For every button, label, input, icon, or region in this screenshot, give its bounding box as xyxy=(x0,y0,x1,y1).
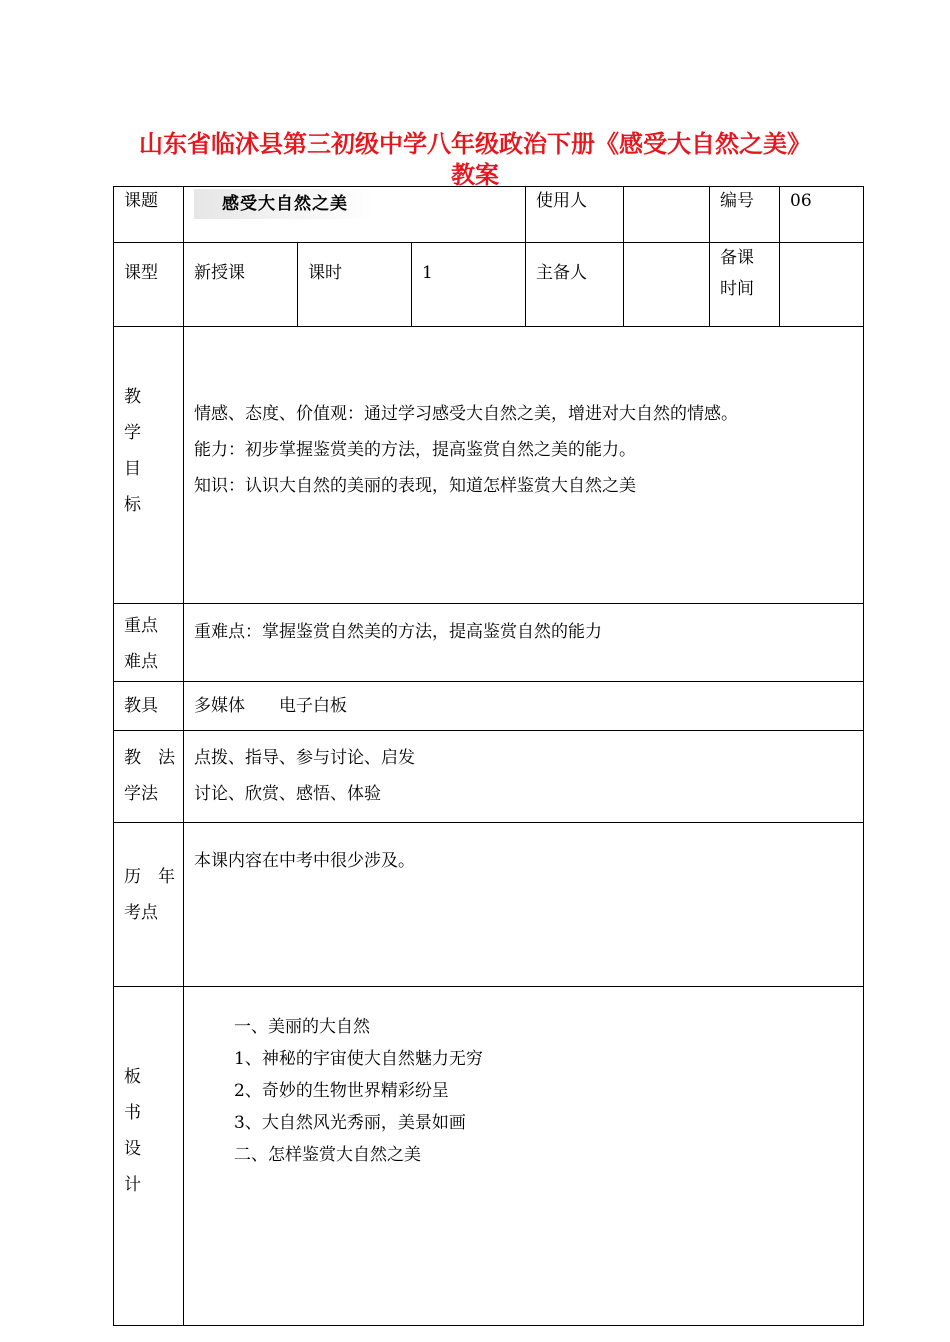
type-value: 新授课 xyxy=(184,243,298,327)
board-label: 板 书 设 计 xyxy=(114,987,184,1326)
key-points-text: 重难点：掌握鉴赏自然美的方法，提高鉴赏自然的能力 xyxy=(184,604,864,682)
document-title xyxy=(100,128,850,190)
type-label: 课型 xyxy=(114,243,184,327)
topic-label: 课题 xyxy=(114,187,184,243)
hours-label: 课时 xyxy=(298,243,412,327)
preparer-label: 主备人 xyxy=(526,243,624,327)
board-line: 2、奇妙的生物世界精彩纷呈 xyxy=(234,1081,449,1101)
key-points-label: 重点 难点 xyxy=(114,604,184,682)
table-row-tools xyxy=(114,682,864,731)
table-row-methods xyxy=(114,731,864,823)
table-row-board xyxy=(114,987,864,1326)
goals-content xyxy=(184,327,864,604)
title-line-2: 教案 xyxy=(451,160,499,189)
number-label: 编号 xyxy=(710,187,780,243)
prep-time-value xyxy=(780,243,864,327)
number-value: 06 xyxy=(780,187,864,243)
goals-label: 教 学 目 标 xyxy=(114,327,184,604)
table-row-key-points xyxy=(114,604,864,682)
board-line: 一、美丽的大自然 xyxy=(234,1017,370,1037)
goal-line: 能力：初步掌握鉴赏美的方法，提高鉴赏自然之美的能力。 xyxy=(194,440,636,460)
exam-label: 历 年 考点 xyxy=(114,823,184,987)
board-content xyxy=(184,987,864,1326)
preparer-value xyxy=(624,243,710,327)
hours-value: 1 xyxy=(412,243,526,327)
table-row-topic xyxy=(114,187,864,243)
tools-label: 教具 xyxy=(114,682,184,731)
board-line: 二、怎样鉴赏大自然之美 xyxy=(234,1145,421,1165)
goal-line: 知识：认识大自然的美丽的表现，知道怎样鉴赏大自然之美 xyxy=(194,476,636,496)
title-line-1: 山东省临沭县第三初级中学八年级政治下册《感受大自然之美》 xyxy=(139,129,811,158)
exam-text: 本课内容在中考中很少涉及。 xyxy=(184,823,864,987)
method-line: 点拨、指导、参与讨论、启发 xyxy=(194,748,415,768)
topic-cell xyxy=(184,187,526,243)
methods-label: 教 法 学法 xyxy=(114,731,184,823)
user-label: 使用人 xyxy=(526,187,624,243)
topic-title-image: 感受大自然之美 xyxy=(194,189,374,219)
user-value xyxy=(624,187,710,243)
tools-text: 多媒体 电子白板 xyxy=(184,682,864,731)
lesson-plan-table xyxy=(113,186,864,1326)
board-line: 1、神秘的宇宙使大自然魅力无穷 xyxy=(234,1049,483,1069)
method-line: 讨论、欣赏、感悟、体验 xyxy=(194,784,381,804)
table-row-type xyxy=(114,243,864,327)
goal-line: 情感、态度、价值观：通过学习感受大自然之美，增进对大自然的情感。 xyxy=(194,404,738,424)
table-row-exam xyxy=(114,823,864,987)
table-row-goals xyxy=(114,327,864,604)
methods-content xyxy=(184,731,864,823)
board-line: 3、大自然风光秀丽，美景如画 xyxy=(234,1113,466,1133)
prep-time-label: 备课 时间 xyxy=(710,243,780,327)
